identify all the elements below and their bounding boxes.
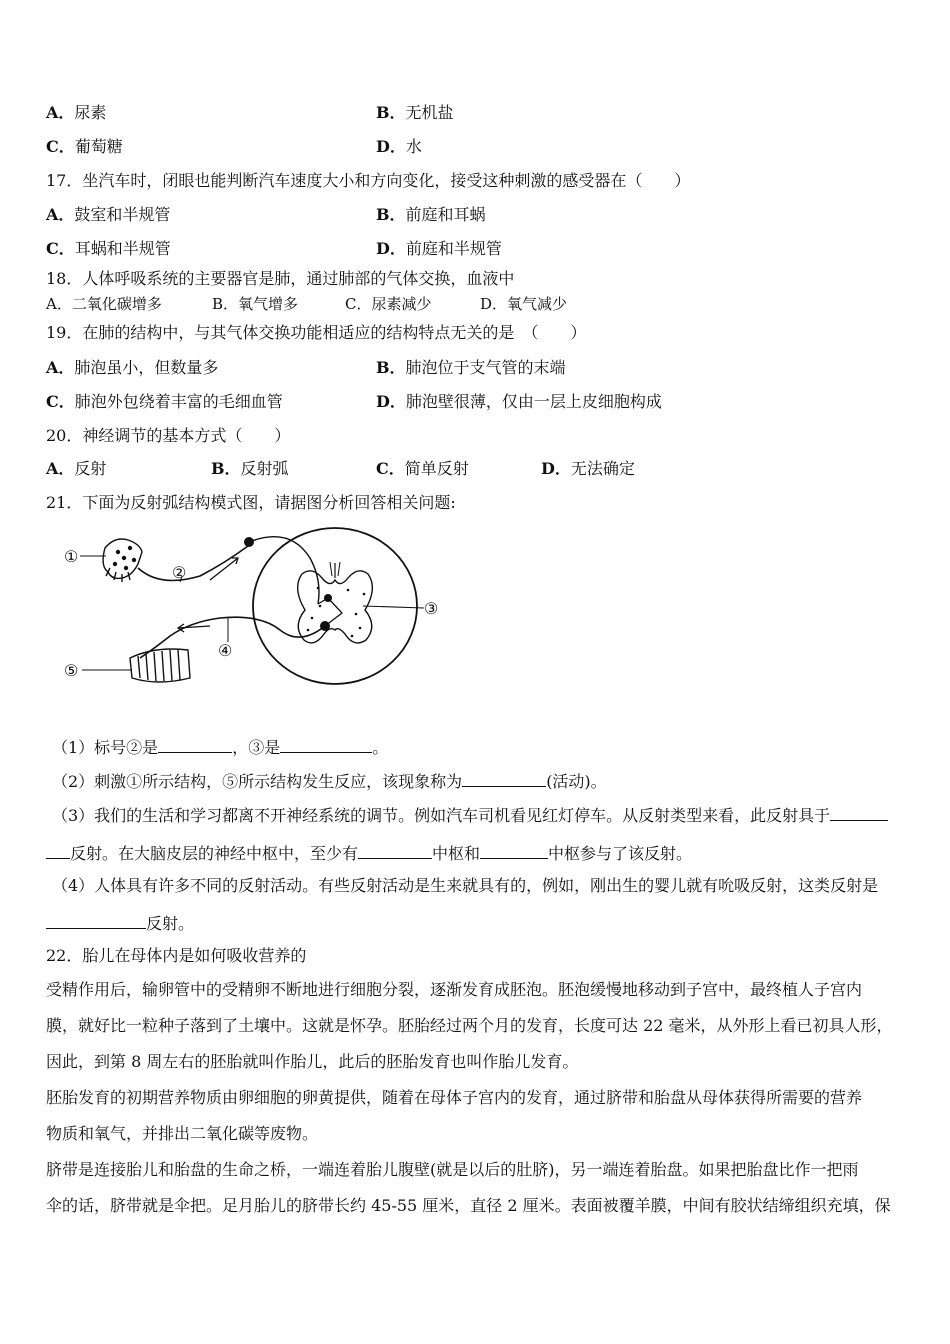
q22-line-2: 膜，就好比一粒种子落到了土壤中。这就是怀孕。胚胎经过两个月的发育，长度可达 22 毫米，从外形上看已初具人形， <box>46 1016 893 1035</box>
effector-muscle <box>130 649 190 682</box>
q16-option-b: B．无机盐 <box>376 103 454 122</box>
q21-part3-line2: 反射。在大脑皮层的神经中枢中，至少有 中枢和 中枢参与了该反射。 <box>46 842 692 864</box>
q22-line-4: 胚胎发育的初期营养物质由卵细胞的卵黄提供，随着在母体子宫内的发育，通过脐带和胎盘从母体获得所需要的营养 <box>46 1088 863 1107</box>
label-2: ② <box>172 563 187 582</box>
q21-stem: 21．下面为反射弧结构模式图，请据图分析回答相关问题: <box>46 493 456 512</box>
answer-blank-3[interactable] <box>462 770 546 787</box>
q20-option-d: D．无法确定 <box>541 459 635 478</box>
q22-line-6: 脐带是连接胎儿和胎盘的生命之桥，一端连着胎儿腹壁(就是以后的肚脐)，另一端连着胎盘。如果把胎盘比作一把雨 <box>46 1160 859 1179</box>
q18-option-a: A．二氧化碳增多 <box>46 295 162 313</box>
receptor-skin <box>103 539 142 582</box>
reflex-arc-diagram <box>60 518 450 696</box>
q20-option-c: C．简单反射 <box>376 459 469 478</box>
q17-option-a: A．鼓室和半规管 <box>46 205 171 224</box>
answer-blank-1[interactable] <box>158 736 232 753</box>
q19-option-d: D．肺泡壁很薄，仅由一层上皮细胞构成 <box>376 392 662 411</box>
answer-blank-2[interactable] <box>280 736 372 753</box>
q16-option-d: D．水 <box>376 137 422 156</box>
q22-line-5: 物质和氧气，并排出二氧化碳等废物。 <box>46 1124 319 1143</box>
q18-stem: 18．人体呼吸系统的主要器官是肺，通过肺部的气体交换，血液中 <box>46 269 515 288</box>
grey-matter <box>298 571 373 643</box>
answer-blank-5[interactable] <box>358 842 432 859</box>
q20-option-b: B．反射弧 <box>211 459 289 478</box>
q18-option-b: B．氧气增多 <box>212 295 299 313</box>
q21-part1: （1）标号②是 ，③是 。 <box>52 738 389 757</box>
motor-arrow <box>178 624 210 632</box>
q21-part4-line1: （4）人体具有许多不同的反射活动。有些反射活动是生来就具有的，例如，刚出生的婴儿就有吮吸反射，这类反射是 <box>52 876 879 895</box>
q22-line-7: 伞的话，脐带就是伞把。足月胎儿的脐带长约 45-55 厘米，直径 2 厘米。表面被覆羊膜，中间有胶状结缔组织充填，保 <box>46 1196 891 1215</box>
q19-option-a: A．肺泡虽小，但数量多 <box>46 358 219 377</box>
q21-part4-line2: 反射。 <box>46 912 194 934</box>
q19-option-b: B．肺泡位于支气管的末端 <box>376 358 566 377</box>
q17-option-b: B．前庭和耳蜗 <box>376 205 486 224</box>
label-3: ③ <box>424 599 439 618</box>
answer-blank-4[interactable] <box>830 804 888 821</box>
q16-option-a: A．尿素 <box>46 103 107 122</box>
q19-option-c: C．肺泡外包绕着丰富的毛细血管 <box>46 392 283 411</box>
q20-option-a: A．反射 <box>46 459 107 478</box>
q17-stem: 17．坐汽车时，闭眼也能判断汽车速度大小和方向变化，接受这种刺激的感受器在（ ） <box>46 171 691 190</box>
q19-stem: 19．在肺的结构中，与其气体交换功能相适应的结构特点无关的是 （ ） <box>46 323 587 342</box>
label-5: ⑤ <box>64 661 79 680</box>
q22-line-3: 因此，到第 8 周左右的胚胎就叫作胎儿，此后的胚胎发育也叫作胎儿发育。 <box>46 1052 579 1071</box>
motor-neuron <box>140 617 325 658</box>
q22-line-1: 受精作用后，输卵管中的受精卵不断地进行细胞分裂，逐渐发育成胚泡。胚泡缓慢地移动到子宫中，最终植人子宫内 <box>46 980 863 999</box>
answer-blank-6[interactable] <box>480 842 548 859</box>
q17-option-c: C．耳蜗和半规管 <box>46 239 171 258</box>
label-4: ④ <box>218 641 233 660</box>
q16-option-c: C．葡萄糖 <box>46 137 123 156</box>
q21-part2: （2）刺激①所示结构，⑤所示结构发生反应，该现象称为 (活动)。 <box>52 772 607 791</box>
label-1: ① <box>64 547 79 566</box>
answer-blank-7[interactable] <box>46 912 146 929</box>
q18-option-d: D．氧气减少 <box>480 295 568 313</box>
q20-stem: 20．神经调节的基本方式（ ） <box>46 426 291 445</box>
q17-option-d: D．前庭和半规管 <box>376 239 502 258</box>
q22-stem: 22．胎儿在母体内是如何吸收营养的 <box>46 946 307 965</box>
q21-part3-line1: （3）我们的生活和学习都离不开神经系统的调节。例如汽车司机看见红灯停车。从反射类型来看，此反射具于 <box>52 804 888 826</box>
q18-option-c: C．尿素减少 <box>345 295 432 313</box>
